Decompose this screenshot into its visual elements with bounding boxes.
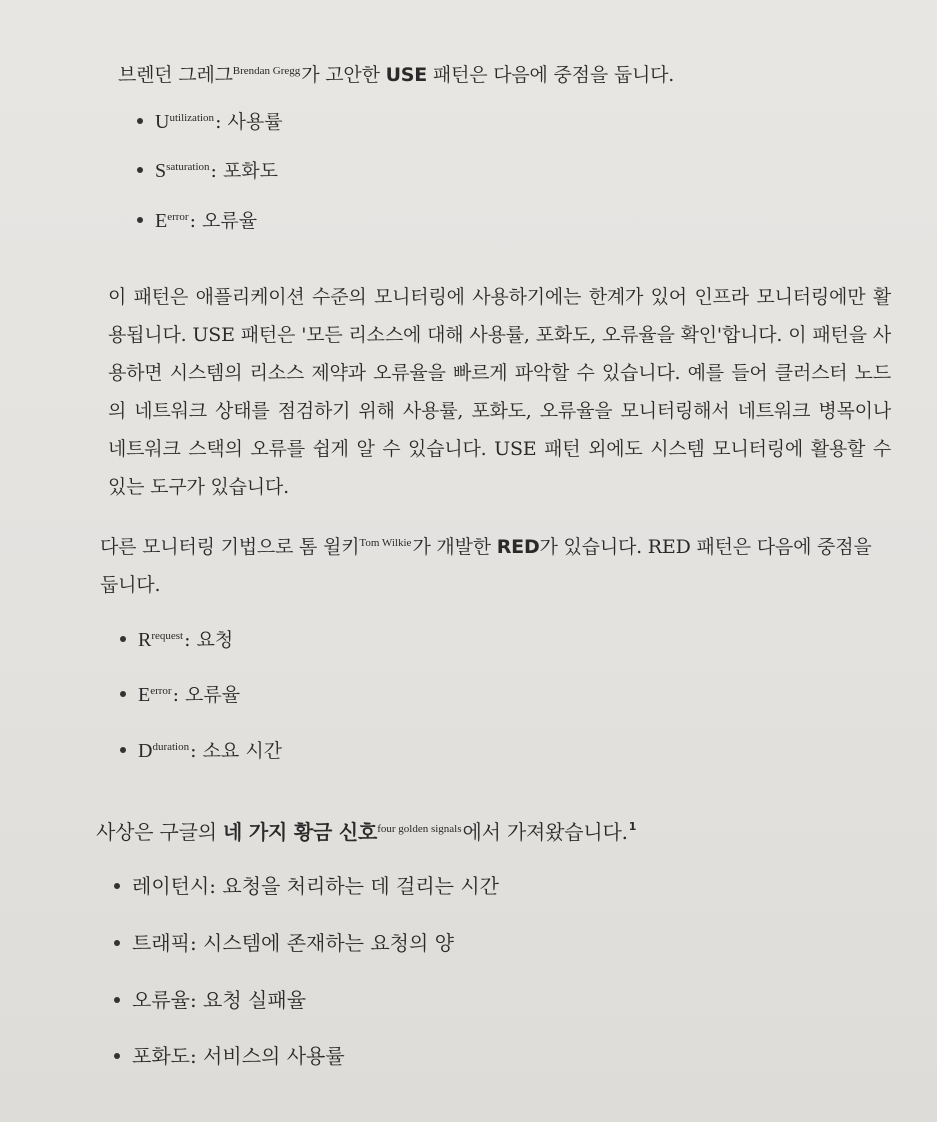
use-intro-line (118, 52, 898, 94)
bullet-dot-icon (120, 747, 126, 753)
red-item-duration: $D^{duration}$: 소요 시간 (120, 733, 282, 765)
bullet-dot-icon (137, 217, 143, 223)
bullet-dot-icon (114, 1053, 120, 1059)
use-intro-prefix: 브렌던 그레그 (118, 64, 233, 86)
golden-item-traffic: 트래픽: 시스템에 존재하는 요청의 양 (114, 929, 454, 957)
golden-item-saturation: 포화도: 서비스의 사용률 (114, 1042, 345, 1070)
bullet-dot-icon (120, 636, 126, 642)
red-intro-paragraph: 다른 모니터링 기법으로 톰 윌키$^{Tom Wilkie}$가 개발한 RED가 있습니다. RED 패턴은 다음에 중점을 둡니다. (100, 536, 872, 596)
tom-wilkie-label: Tom Wilkie (359, 537, 412, 549)
use-item-saturation: $S^{saturation}$: 포화도 (137, 153, 278, 185)
red-pattern-label: RED (496, 536, 540, 558)
use-intro-suffix: 패턴은 다음에 중점을 둡니다. (427, 64, 675, 86)
bullet-dot-icon (114, 940, 120, 946)
bullet-dot-icon (114, 883, 120, 889)
footnote-marker: 1 (628, 820, 637, 833)
golden-signals-intro: 사상은 구글의 네 가지 황금 신호$^{four golden signals}$에서 가져왔습니다.$^1$ (96, 820, 637, 844)
golden-item-latency: 레이턴시: 요청을 처리하는 데 걸리는 시간 (114, 872, 499, 900)
brendan-gregg-label: Brendan Gregg (232, 65, 301, 77)
use-item-error: $E^{error}$: 오류율 (137, 203, 257, 235)
red-item-request: $R^{request}$: 요청 (120, 622, 233, 654)
golden-signals-en: four golden signals (377, 823, 462, 835)
golden-item-error-rate: 오류율: 요청 실패율 (114, 986, 306, 1014)
golden-signals-term: 네 가지 황금 신호 (223, 820, 378, 844)
use-item-utilization: $U^{utilization}$: 사용률 (137, 104, 283, 136)
use-paragraph: 이 패턴은 애플리케이션 수준의 모니터링에 사용하기에는 한계가 있어 인프라 모니터링에만 활용됩니다. USE 패턴은 '모든 리소스에 대해 사용률, 포화도, 오류율을 확인'합니다. 이 패턴을 사용하면 시스템의 리소스 제약과 오류율을 빠르게 파악할 수 있습니다. 예를 들어 클러스터 노드의 네트워크 상태를 점검하기 위해 사용률, 포화도, 오류율을 모니터링해서 네트워크 병목이나 네트워크 스택의 오류를 쉽게 알 수 있습니다. USE 패턴 외에도 시스템 모니터링에 활용할 수 있는 도구가 있습니다. (108, 286, 891, 498)
red-item-error: $E^{error}$: 오류율 (120, 677, 240, 709)
bullet-dot-icon (120, 691, 126, 697)
bullet-dot-icon (137, 118, 143, 124)
use-intro-middle: 가 고안한 (301, 64, 386, 86)
bullet-dot-icon (137, 167, 143, 173)
use-pattern-label: USE (385, 64, 428, 86)
bullet-dot-icon (114, 997, 120, 1003)
